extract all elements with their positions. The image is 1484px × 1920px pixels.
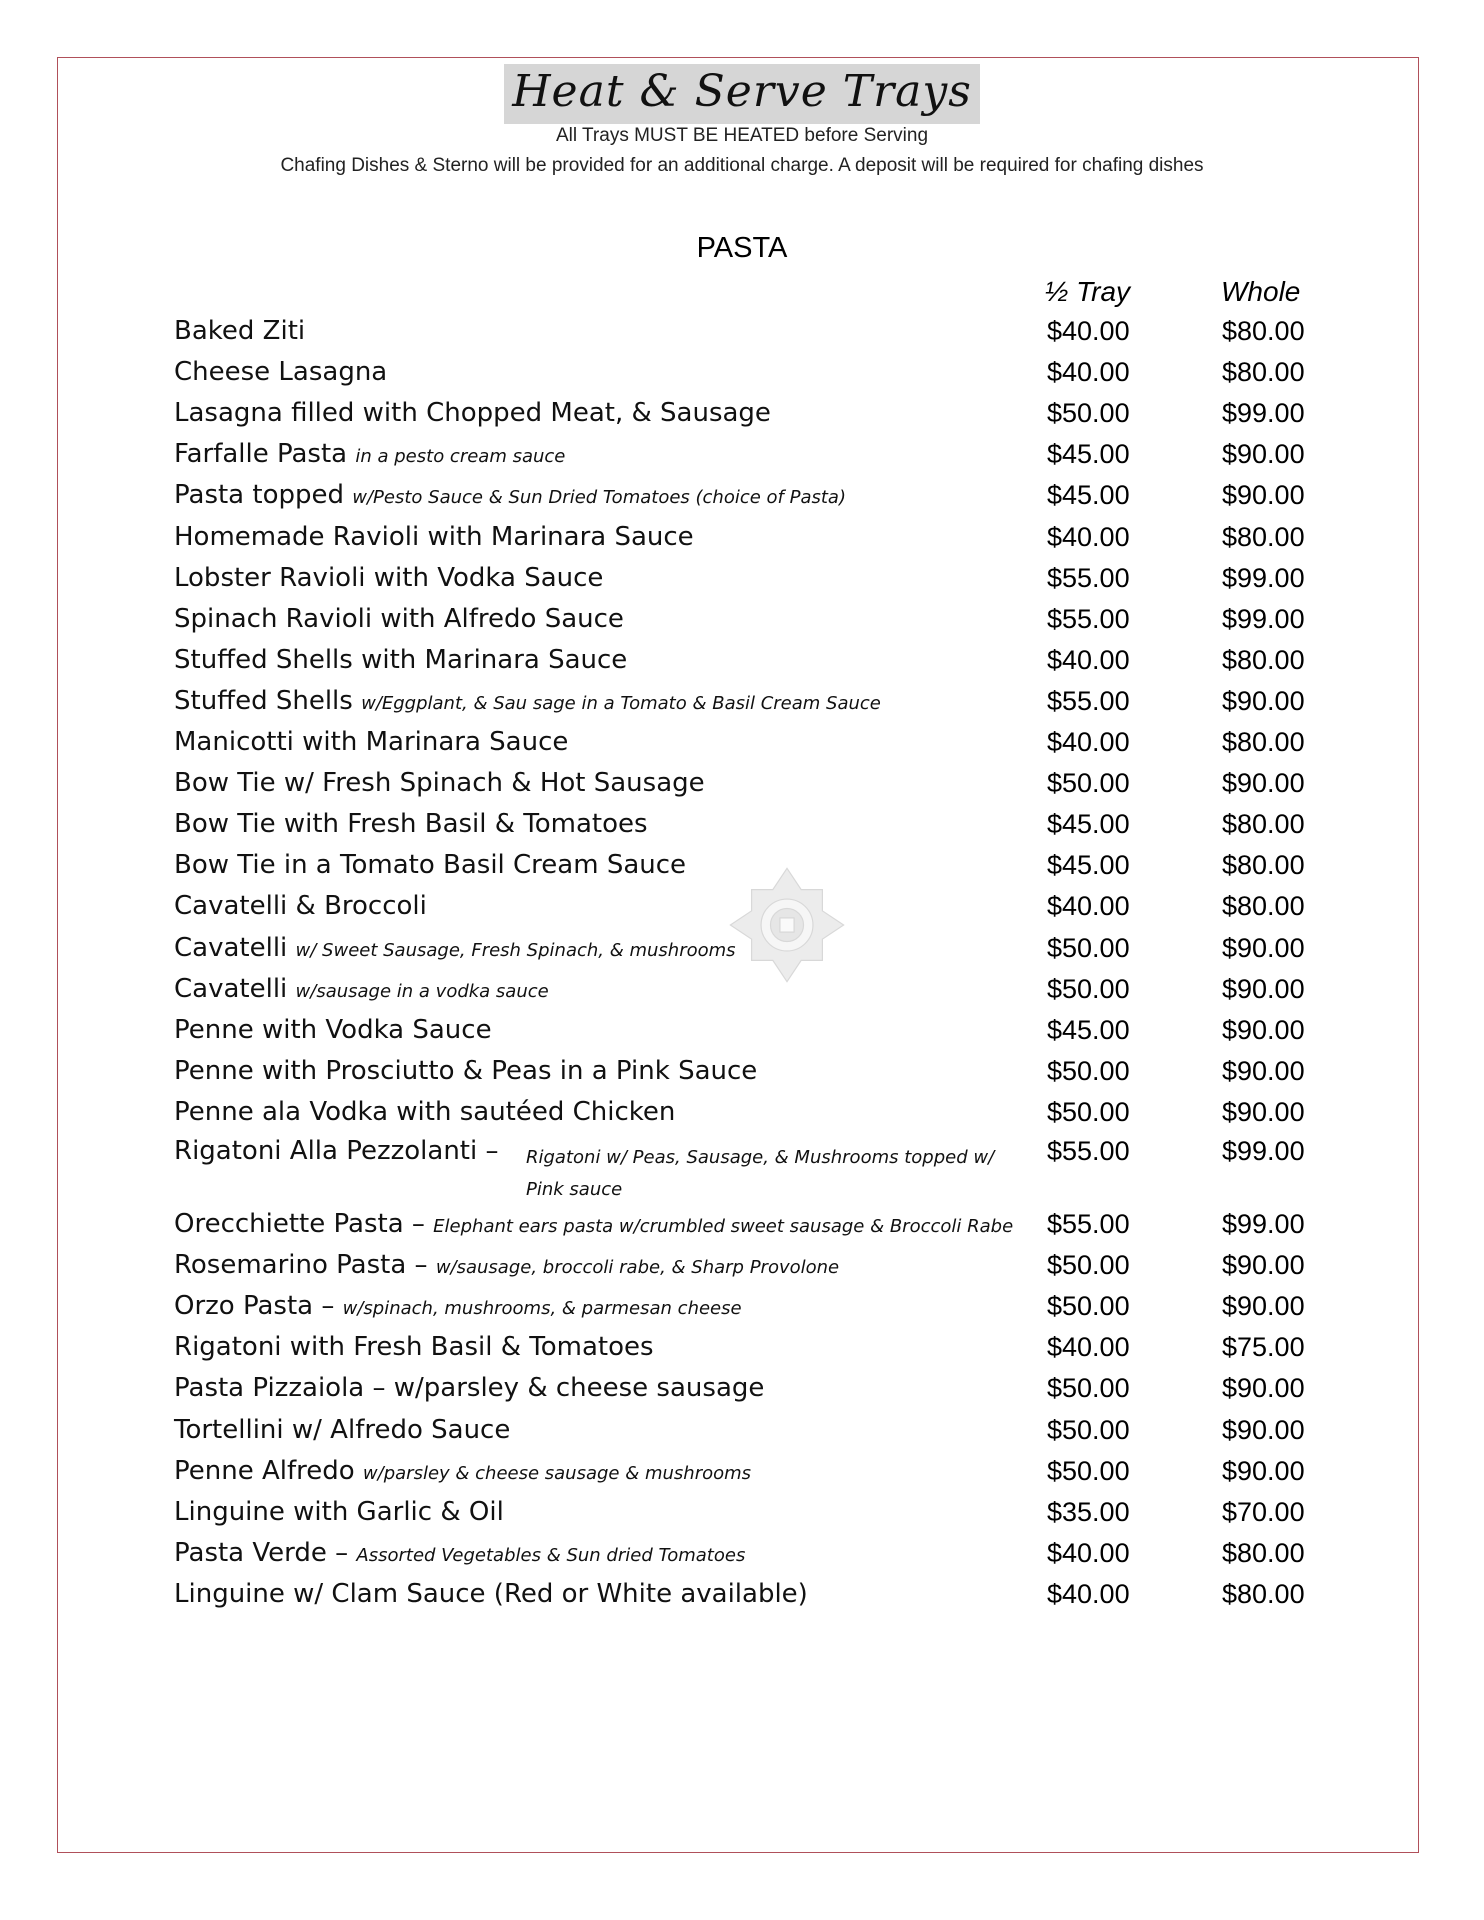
item-label <box>174 1056 757 1086</box>
item-label <box>174 1456 751 1486</box>
item-name: Manicotti with Marinara Sauce <box>174 727 569 757</box>
item-name: Rosemarino Pasta – <box>174 1250 436 1281</box>
price-half-tray: $50.00 <box>1047 1055 1130 1086</box>
menu-item <box>174 1291 1324 1332</box>
item-label <box>174 1497 504 1527</box>
menu-item <box>174 563 1324 604</box>
price-whole: $90.00 <box>1222 480 1305 511</box>
item-description: Elephant ears pasta w/crumbled sweet sausage & Broccoli Rabe <box>433 1216 1014 1237</box>
price-half-tray: $45.00 <box>1047 809 1130 840</box>
item-name: Stuffed Shells with Marinara Sauce <box>174 644 628 675</box>
menu-item <box>174 1373 1324 1414</box>
item-description: w/sausage, broccoli rabe, & Sharp Provolone <box>435 1257 840 1279</box>
menu-item <box>174 316 1324 357</box>
price-whole: $90.00 <box>1222 1455 1305 1486</box>
chafing-note: Chafing Dishes & Sterno will be provided for an additional charge. A deposit will be required for chafing dishes <box>280 155 1204 176</box>
price-whole: $99.00 <box>1222 398 1305 429</box>
price-whole: $90.00 <box>1222 1055 1305 1086</box>
price-whole: $90.00 <box>1222 1414 1305 1445</box>
menu-item <box>174 1415 1324 1456</box>
price-half-tray: $40.00 <box>1047 891 1130 922</box>
item-description: w/parsley & cheese sausage & mushrooms <box>362 1462 752 1484</box>
price-whole: $90.00 <box>1222 439 1305 470</box>
price-whole: $80.00 <box>1222 1537 1305 1568</box>
price-half-tray: $50.00 <box>1047 932 1130 963</box>
item-description: Assorted Vegetables & Sun dried Tomatoes <box>356 1544 746 1566</box>
item-label <box>174 1097 675 1127</box>
item-description: w/sausage in a vodka sauce <box>295 980 549 1002</box>
page-title: Heat & Serve Trays <box>504 64 980 124</box>
menu-item <box>174 1015 1324 1056</box>
heating-note: All Trays MUST BE HEATED before Serving <box>555 125 929 146</box>
item-label <box>174 974 549 1004</box>
item-label <box>174 1250 839 1280</box>
menu-item <box>174 645 1324 686</box>
item-name: Orzo Pasta – <box>174 1291 343 1322</box>
decorative-watermark-icon <box>728 866 846 984</box>
menu-item <box>174 768 1324 809</box>
price-whole: $99.00 <box>1222 562 1305 593</box>
item-name: Pasta Verde – <box>174 1537 357 1568</box>
item-label <box>174 727 568 757</box>
menu-item <box>174 1097 1324 1138</box>
price-whole: $90.00 <box>1222 932 1305 963</box>
item-label <box>174 398 771 428</box>
item-label <box>174 563 603 593</box>
item-name: Bow Tie in a Tomato Basil Cream Sauce <box>174 850 687 881</box>
item-name: Rigatoni Alla Pezzolanti – <box>174 1136 499 1166</box>
menu-item <box>174 1538 1324 1579</box>
price-whole: $99.00 <box>1222 1136 1305 1166</box>
price-whole: $80.00 <box>1222 357 1305 388</box>
item-name: Lasagna filled with Chopped Meat, & Sausage <box>174 398 771 429</box>
item-name: Penne with Prosciutto & Peas in a Pink Sauce <box>174 1055 758 1086</box>
item-name: Cheese Lasagna <box>174 357 388 388</box>
price-half-tray: $55.00 <box>1047 1209 1130 1239</box>
menu-item <box>174 809 1324 850</box>
title-block <box>0 64 1484 124</box>
price-whole: $80.00 <box>1222 850 1305 881</box>
menu-item <box>174 686 1324 727</box>
item-name: Cavatelli <box>174 973 296 1004</box>
price-half-tray: $50.00 <box>1047 1096 1130 1127</box>
item-label <box>174 1415 510 1445</box>
price-whole: $80.00 <box>1222 644 1305 675</box>
item-label <box>174 1209 1013 1239</box>
price-half-tray: $50.00 <box>1047 973 1130 1004</box>
item-label <box>174 1579 808 1609</box>
item-description: w/spinach, mushrooms, & parmesan cheese <box>342 1298 742 1320</box>
menu-item <box>174 1332 1324 1373</box>
item-name: Bow Tie w/ Fresh Spinach & Hot Sausage <box>174 768 705 799</box>
item-name: Penne ala Vodka with sautéed Chicken <box>174 1096 676 1127</box>
menu-item <box>174 1579 1324 1620</box>
item-name: Homemade Ravioli with Marinara Sauce <box>174 521 694 552</box>
price-whole: $90.00 <box>1222 1014 1305 1045</box>
price-half-tray: $55.00 <box>1047 685 1130 716</box>
item-name: Farfalle Pasta <box>174 439 356 470</box>
price-half-tray: $35.00 <box>1047 1496 1130 1527</box>
price-half-tray: $55.00 <box>1047 603 1130 634</box>
price-half-tray: $45.00 <box>1047 850 1130 881</box>
item-label <box>174 891 427 921</box>
price-whole: $90.00 <box>1222 1250 1305 1281</box>
column-header-half-tray: ½ Tray <box>1045 276 1131 307</box>
price-whole: $80.00 <box>1222 521 1305 552</box>
item-name: Tortellini w/ Alfredo Sauce <box>174 1414 511 1445</box>
column-header-whole: Whole <box>1221 276 1301 307</box>
menu-item <box>174 357 1324 398</box>
item-label <box>174 1538 745 1568</box>
price-whole: $80.00 <box>1222 1578 1305 1609</box>
item-name: Spinach Ravioli with Alfredo Sauce <box>174 603 624 634</box>
item-label <box>174 768 705 798</box>
price-whole: $90.00 <box>1222 685 1305 716</box>
item-name: Stuffed Shells <box>174 685 362 716</box>
price-whole: $90.00 <box>1222 768 1305 799</box>
price-half-tray: $40.00 <box>1047 644 1130 675</box>
item-label <box>174 316 305 346</box>
item-label <box>174 522 694 552</box>
price-half-tray: $40.00 <box>1047 357 1130 388</box>
price-whole: $70.00 <box>1222 1496 1305 1527</box>
price-half-tray: $50.00 <box>1047 1455 1130 1486</box>
menu-item <box>174 1497 1324 1538</box>
item-name: Penne with Vodka Sauce <box>174 1014 492 1045</box>
price-whole: $90.00 <box>1222 1373 1305 1404</box>
item-name: Pasta topped <box>174 480 353 511</box>
menu-item <box>174 727 1324 768</box>
item-name: Penne Alfredo <box>174 1455 363 1486</box>
menu-item <box>174 439 1324 480</box>
price-half-tray: $50.00 <box>1047 1291 1130 1322</box>
price-half-tray: $45.00 <box>1047 1014 1130 1045</box>
price-half-tray: $40.00 <box>1047 727 1130 757</box>
price-whole: $90.00 <box>1222 973 1305 1004</box>
item-description: Rigatoni w/ Peas, Sausage, & Mushrooms topped w/ Pink sauce <box>526 1147 995 1200</box>
price-whole: $90.00 <box>1222 1096 1305 1127</box>
price-whole: $99.00 <box>1222 603 1305 634</box>
item-label <box>174 809 648 839</box>
item-label <box>174 439 565 469</box>
price-half-tray: $40.00 <box>1047 1578 1130 1609</box>
menu-item <box>174 1209 1324 1250</box>
price-half-tray: $55.00 <box>1047 1136 1130 1166</box>
price-half-tray: $50.00 <box>1047 398 1130 429</box>
item-name: Pasta Pizzaiola – w/parsley & cheese sausage <box>174 1373 765 1404</box>
item-label <box>174 1332 654 1362</box>
item-description: w/Eggplant, & Sau sage in a Tomato & Basil Cream Sauce <box>361 692 881 714</box>
item-label <box>174 850 686 880</box>
price-whole: $80.00 <box>1222 809 1305 840</box>
item-label <box>174 604 624 634</box>
price-whole: $80.00 <box>1222 727 1305 757</box>
price-whole: $90.00 <box>1222 1291 1305 1322</box>
item-description: w/Pesto Sauce & Sun Dried Tomatoes (choice of Pasta) <box>352 487 846 509</box>
price-half-tray: $40.00 <box>1047 1332 1130 1363</box>
item-label <box>174 480 846 510</box>
price-half-tray: $50.00 <box>1047 768 1130 799</box>
price-half-tray: $45.00 <box>1047 439 1130 470</box>
price-half-tray: $55.00 <box>1047 562 1130 593</box>
menu-item <box>174 1136 1324 1206</box>
item-name: Linguine with Garlic & Oil <box>174 1496 504 1527</box>
item-name: Orecchiette Pasta – <box>174 1209 434 1239</box>
item-label <box>174 645 627 675</box>
menu-item <box>174 1456 1324 1497</box>
item-label <box>174 1291 742 1321</box>
item-description: w/ Sweet Sausage, Fresh Spinach, & mushrooms <box>295 939 736 961</box>
menu-item <box>174 522 1324 563</box>
item-label <box>174 933 736 963</box>
item-label <box>174 1373 764 1403</box>
price-half-tray: $50.00 <box>1047 1250 1130 1281</box>
menu-item <box>174 1250 1324 1291</box>
item-name: Lobster Ravioli with Vodka Sauce <box>174 562 604 593</box>
price-half-tray: $50.00 <box>1047 1373 1130 1404</box>
item-label <box>174 1015 492 1045</box>
price-half-tray: $40.00 <box>1047 1537 1130 1568</box>
price-half-tray: $40.00 <box>1047 316 1130 346</box>
section-title: PASTA <box>696 232 788 264</box>
item-label <box>174 357 387 387</box>
item-label <box>174 686 881 716</box>
item-name: Cavatelli <box>174 932 296 963</box>
item-name: Linguine w/ Clam Sauce (Red or White available) <box>174 1578 808 1609</box>
item-name: Bow Tie with Fresh Basil & Tomatoes <box>174 809 648 840</box>
price-whole: $75.00 <box>1222 1332 1305 1363</box>
item-description: in a pesto cream sauce <box>355 446 566 468</box>
menu-item <box>174 1056 1324 1097</box>
price-half-tray: $45.00 <box>1047 480 1130 511</box>
item-name: Rigatoni with Fresh Basil & Tomatoes <box>174 1332 654 1363</box>
price-whole: $80.00 <box>1222 891 1305 922</box>
price-whole: $80.00 <box>1222 316 1305 346</box>
price-half-tray: $40.00 <box>1047 521 1130 552</box>
menu-item <box>174 398 1324 439</box>
price-whole: $99.00 <box>1222 1209 1305 1239</box>
price-half-tray: $50.00 <box>1047 1414 1130 1445</box>
item-name: Cavatelli & Broccoli <box>174 891 427 922</box>
menu-item <box>174 604 1324 645</box>
menu-item <box>174 480 1324 521</box>
item-name: Baked Ziti <box>174 316 306 346</box>
